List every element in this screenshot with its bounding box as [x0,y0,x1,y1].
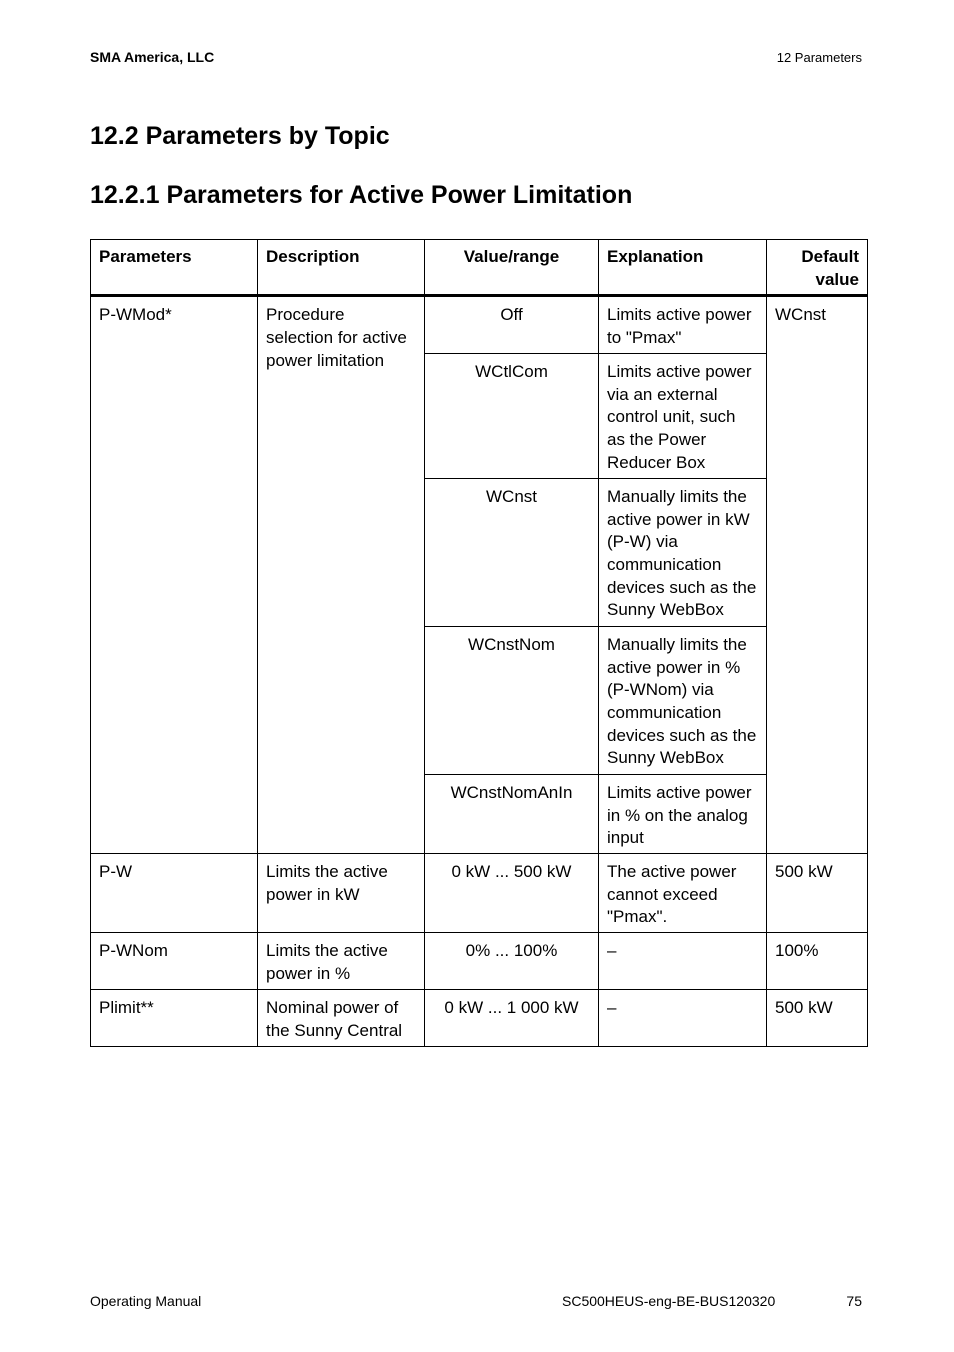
section-heading: 12.2 Parameters by Topic [90,122,390,150]
explanation-cell: Manually limits the active power in kW (P-W) via communication devices such as the Sunny WebBox [599,478,767,626]
explanation-cell: Limits active power in % on the analog input [599,774,767,853]
explanation-cell: The active power cannot exceed "Pmax". [599,853,767,932]
parameter-cell: P-WNom [91,933,258,990]
page-number: 75 [846,1293,862,1309]
header-section: 12 Parameters [776,50,862,65]
description-cell: Procedure selection for active power limitation [258,296,425,854]
footer-document-code: SC500HEUS-eng-BE-BUS120320 [562,1293,776,1309]
value-range-cell: WCnstNom [425,626,599,774]
value-range-cell: 0 kW ... 500 kW [425,853,599,932]
default-value-cell: 500 kW [767,853,868,932]
footer-document: Operating Manual [90,1293,202,1309]
subsection-heading: 12.2.1 Parameters for Active Power Limitation [90,181,633,209]
explanation-cell: Limits active power to "Pmax" [599,296,767,353]
table-row [91,853,868,932]
explanation-cell: – [599,990,767,1047]
parameters-table [90,239,868,1047]
description-cell: Nominal power of the Sunny Central [258,990,425,1047]
column-header-explanation: Explanation [599,240,767,296]
value-range-cell: WCnst [425,478,599,626]
value-range-cell: 0% ... 100% [425,933,599,990]
header-company: SMA America, LLC [90,49,215,65]
column-header-default-value: Default value [767,240,868,296]
column-header-parameters: Parameters [91,240,258,296]
default-value-cell: 500 kW [767,990,868,1047]
default-value-cell: WCnst [767,296,868,854]
value-range-cell: Off [425,296,599,353]
table-row [91,990,868,1047]
explanation-cell: Limits active power via an external control unit, such as the Power Reducer Box [599,353,767,478]
value-range-cell: WCtlCom [425,353,599,478]
description-cell: Limits the active power in kW [258,853,425,932]
parameter-cell: P-WMod* [91,296,258,854]
parameter-cell: P-W [91,853,258,932]
description-cell: Limits the active power in % [258,933,425,990]
default-value-cell: 100% [767,933,868,990]
parameter-cell: Plimit** [91,990,258,1047]
table-row [91,933,868,990]
column-header-description: Description [258,240,425,296]
explanation-cell: – [599,933,767,990]
value-range-cell: 0 kW ... 1 000 kW [425,990,599,1047]
value-range-cell: WCnstNomAnIn [425,774,599,853]
table-header-row [91,240,868,296]
column-header-value-range: Value/range [425,240,599,296]
table-row [91,296,868,353]
explanation-cell: Manually limits the active power in % (P-WNom) via communication devices such as the Sunny WebBox [599,626,767,774]
